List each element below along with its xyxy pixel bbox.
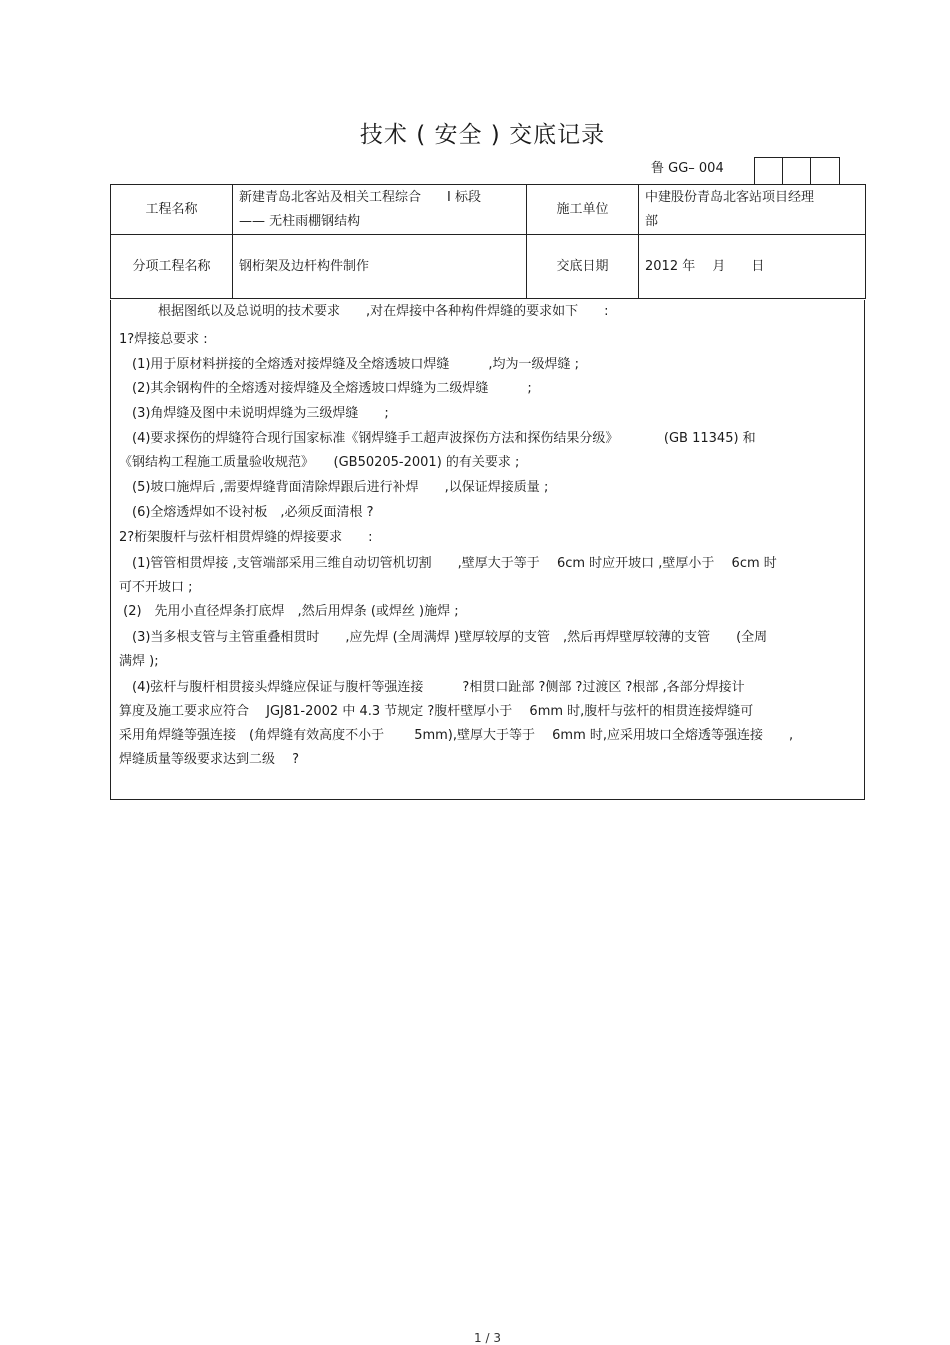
project-name-value: 新建青岛北客站及相关工程综合 Ⅰ 标段 —— 无柱雨棚钢结构 (233, 185, 527, 235)
section-1-item-1: (1)用于原材料拼接的全熔透对接焊缝及全熔透坡口焊缝 ,均为一级焊缝 ; (119, 357, 580, 372)
sub-project-value: 钢桁架及边杆构件制作 (233, 235, 527, 299)
construction-unit-label: 施工单位 (527, 185, 639, 235)
code-boxes (754, 157, 840, 185)
document-code: 鲁 GG– 004 (651, 161, 724, 176)
page-number: 1 / 3 (474, 1331, 501, 1345)
section-1-item-5: (5)坡口施焊后 ,需要焊缝背面清除焊跟后进行补焊 ,以保证焊接质量 ; (119, 480, 549, 495)
date-label: 交底日期 (527, 235, 639, 299)
section-1-title: 1?焊接总要求 : (119, 332, 208, 347)
section-2-item-2: (2) 先用小直径焊条打底焊 ,然后用焊条 (或焊丝 )施焊 ; (119, 604, 459, 619)
section-1-item-4: (4)要求探伤的焊缝符合现行国家标准《钢焊缝手工超声波探伤方法和探伤结果分级》 (GB 11345) 和 《钢结构工程施工质量验收规范》 (GB50205-2001) 的有关要求 ; (119, 431, 756, 470)
code-box (782, 157, 810, 185)
project-name-label: 工程名称 (111, 185, 233, 235)
section-2-item-1: (1)管管相贯焊接 ,支管端部采用三维自动切管机切割 ,壁厚大于等于 6cm 时应开坡口 ,壁厚小于 6cm 时 可不开坡口 ; (119, 556, 777, 595)
section-1-item-6: (6)全熔透焊如不设衬板 ,必须反面清根 ? (119, 505, 374, 520)
section-1-item-3: (3)角焊缝及图中未说明焊缝为三级焊缝 ; (119, 406, 389, 421)
code-box (810, 157, 840, 185)
sub-project-label: 分项工程名称 (111, 235, 233, 299)
section-1-item-2: (2)其余钢构件的全熔透对接焊缝及全熔透坡口焊缝为二级焊缝 ; (119, 381, 532, 396)
section-2-item-4: (4)弦杆与腹杆相贯接头焊缝应保证与腹杆等强连接 ?相贯口趾部 ?侧部 ?过渡区 ?根部 ,各部分焊接计 算度及施工要求应符合 JGJ81-2002 中 4.3 节规定 ?腹杆壁厚小于 6mm 时,腹杆与弦杆的相贯连接焊缝可 采用角焊缝等强连接 (角焊缝有效高度不小于 5mm),壁厚大于等于 6mm 时,应采用坡口全熔透等强连接 , 焊缝质量等级要求达到二级 ? (119, 680, 794, 767)
construction-unit-value: 中建股份青岛北客站项目经理 部 (639, 185, 866, 235)
document-title: 技术 ( 安全 ) 交底记录 (359, 122, 606, 148)
content-box (110, 300, 865, 800)
section-2-title: 2?桁架腹杆与弦杆相贯焊缝的焊接要求 : (119, 530, 373, 545)
intro-paragraph: 根据图纸以及总说明的技术要求 ,对在焊接中各种构件焊缝的要求如下 : (119, 304, 609, 319)
code-box (754, 157, 782, 185)
header-table (110, 184, 866, 299)
section-2-item-3: (3)当多根支管与主管重叠相贯时 ,应先焊 (全周满焊 )壁厚较厚的支管 ,然后再焊壁厚较薄的支管 (全周 满焊 ); (119, 630, 768, 669)
date-value: 2012 年 月 日 (639, 235, 866, 299)
